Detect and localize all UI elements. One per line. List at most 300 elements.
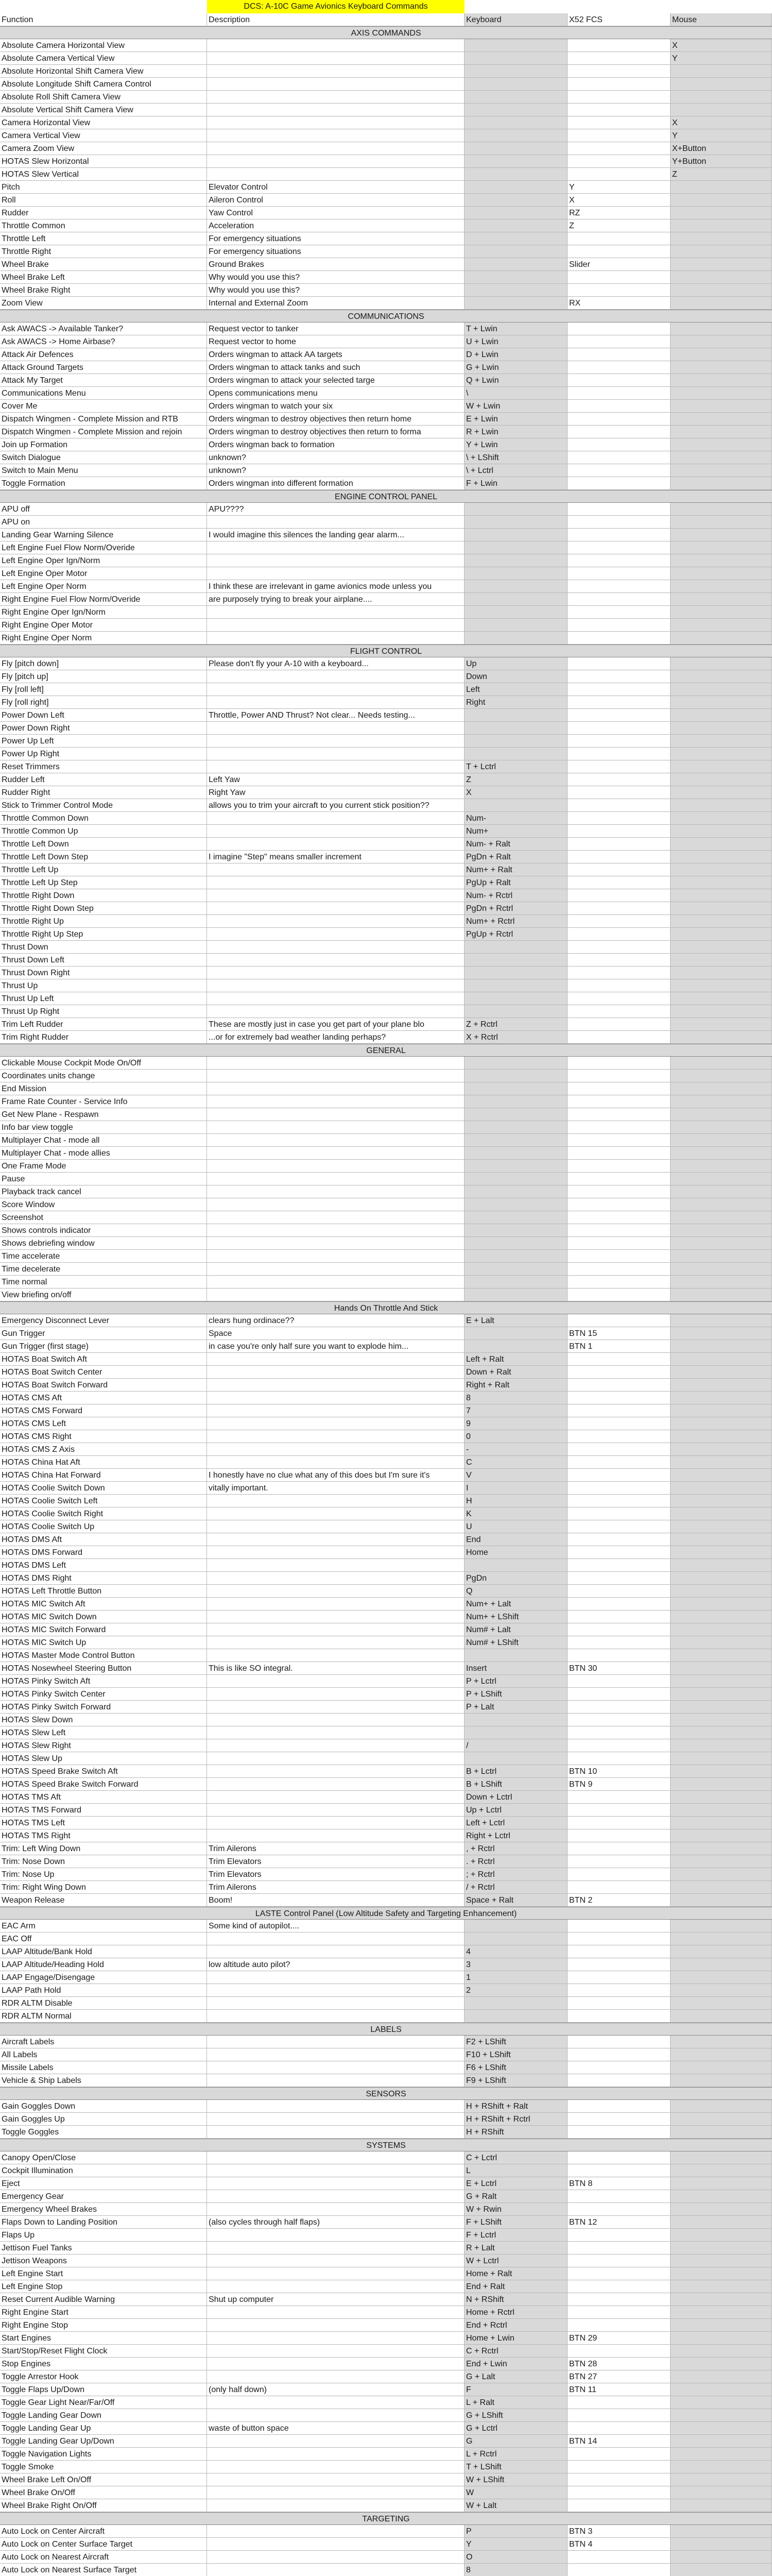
mouse-cell	[671, 838, 772, 851]
description-cell	[207, 2551, 465, 2564]
mouse-cell	[671, 1726, 772, 1739]
keyboard-cell: 1	[465, 1971, 568, 1984]
keyboard-cell: F2 + LShift	[465, 2036, 568, 2048]
description-cell	[207, 2564, 465, 2576]
x52-cell	[568, 812, 671, 825]
table-row	[0, 232, 772, 245]
keyboard-cell: PgUp + Ralt	[465, 876, 568, 889]
function-cell: Power Up Left	[0, 735, 207, 748]
table-row	[0, 1572, 772, 1585]
function-cell: HOTAS China Hat Forward	[0, 1469, 207, 1482]
x52-cell	[568, 773, 671, 786]
mouse-cell	[671, 1688, 772, 1701]
keyboard-cell: PgDn + Rctrl	[465, 902, 568, 915]
mouse-cell	[671, 2061, 772, 2074]
mouse-cell	[671, 1173, 772, 1185]
x52-cell	[568, 129, 671, 142]
table-row	[0, 245, 772, 258]
mouse-cell	[671, 219, 772, 232]
function-cell: Shows debriefing window	[0, 1237, 207, 1250]
mouse-cell	[671, 1237, 772, 1250]
x52-cell	[568, 1057, 671, 1070]
mouse-cell	[671, 2473, 772, 2486]
function-cell: Wheel Brake On/Off	[0, 2486, 207, 2499]
function-cell: HOTAS Pinky Switch Aft	[0, 1675, 207, 1688]
table-row	[0, 1031, 772, 1044]
function-cell: Rudder Right	[0, 786, 207, 799]
x52-cell	[568, 438, 671, 451]
keyboard-cell	[465, 709, 568, 722]
mouse-cell: Y	[671, 129, 772, 142]
keyboard-cell: PgUp + Rctrl	[465, 928, 568, 941]
mouse-cell	[671, 2126, 772, 2139]
x52-cell	[568, 1366, 671, 1379]
table-row	[0, 1289, 772, 1301]
keyboard-cell	[465, 1185, 568, 1198]
x52-cell	[568, 1611, 671, 1623]
keyboard-cell: T + Lctrl	[465, 760, 568, 773]
keyboard-cell: Home + Rctrl	[465, 2306, 568, 2319]
function-cell: Trim: Left Wing Down	[0, 1842, 207, 1855]
table-row	[0, 194, 772, 207]
section-header: AXIS COMMANDS	[0, 26, 772, 39]
keyboard-cell: R + Lalt	[465, 2242, 568, 2255]
keyboard-cell: H + RShift + Ralt	[465, 2100, 568, 2113]
mouse-cell	[671, 1327, 772, 1340]
keyboard-cell: 2	[465, 1984, 568, 1997]
function-cell: HOTAS CMS Z Axis	[0, 1443, 207, 1456]
function-cell: Gun Trigger	[0, 1327, 207, 1340]
mouse-cell	[671, 1714, 772, 1726]
function-cell: Rudder	[0, 207, 207, 219]
keyboard-cell	[465, 1920, 568, 1933]
description-cell: Orders wingman back to formation	[207, 438, 465, 451]
keyboard-cell: H	[465, 1495, 568, 1507]
function-cell: Trim: Right Wing Down	[0, 1881, 207, 1894]
function-cell: Throttle Left Down	[0, 838, 207, 851]
description-cell	[207, 1417, 465, 1430]
function-cell: Throttle Common	[0, 219, 207, 232]
keyboard-cell: End + Rctrl	[465, 2319, 568, 2332]
description-cell	[207, 760, 465, 773]
description-cell	[207, 2126, 465, 2139]
function-cell: Throttle Left Down Step	[0, 851, 207, 863]
keyboard-cell	[465, 580, 568, 593]
function-cell: Pause	[0, 1173, 207, 1185]
function-cell: Gain Goggles Down	[0, 2100, 207, 2113]
mouse-cell: Z	[671, 168, 772, 181]
function-cell: Emergency Gear	[0, 2190, 207, 2203]
table-row	[0, 1958, 772, 1971]
keyboard-cell: B + LShift	[465, 1778, 568, 1791]
table-row	[0, 155, 772, 168]
mouse-cell	[671, 1121, 772, 1134]
function-cell: HOTAS Coolie Switch Right	[0, 1507, 207, 1520]
x52-cell	[568, 1173, 671, 1185]
keyboard-cell	[465, 1649, 568, 1662]
x52-cell: BTN 4	[568, 2538, 671, 2551]
table-row	[0, 1533, 772, 1546]
description-cell	[207, 1366, 465, 1379]
description-cell	[207, 1224, 465, 1237]
description-cell	[207, 1752, 465, 1765]
mouse-cell	[671, 1958, 772, 1971]
mouse-cell	[671, 593, 772, 606]
keyboard-cell: G	[465, 2435, 568, 2448]
description-cell: APU????	[207, 503, 465, 516]
mouse-cell	[671, 1572, 772, 1585]
table-row	[0, 451, 772, 464]
table-row	[0, 2499, 772, 2512]
keyboard-cell	[465, 992, 568, 1005]
mouse-cell	[671, 1276, 772, 1289]
mouse-cell	[671, 1417, 772, 1430]
description-cell	[207, 1739, 465, 1752]
function-cell: Camera Zoom View	[0, 142, 207, 155]
x52-cell	[568, 1675, 671, 1688]
description-cell	[207, 1392, 465, 1404]
function-cell: Thrust Up	[0, 979, 207, 992]
table-row	[0, 1469, 772, 1482]
keyboard-cell: 7	[465, 1404, 568, 1417]
x52-cell	[568, 632, 671, 645]
keyboard-cell: Z	[465, 773, 568, 786]
table-row	[0, 1263, 772, 1276]
function-cell: Left Engine Oper Ign/Norm	[0, 554, 207, 567]
mouse-cell	[671, 1005, 772, 1018]
column-header: X52 FCS	[568, 13, 671, 26]
table-row	[0, 2074, 772, 2087]
function-cell: HOTAS MIC Switch Up	[0, 1636, 207, 1649]
keyboard-cell	[465, 78, 568, 91]
description-cell: Internal and External Zoom	[207, 297, 465, 310]
table-row	[0, 1005, 772, 1018]
keyboard-cell: L + Ralt	[465, 2396, 568, 2409]
x52-cell	[568, 271, 671, 284]
function-cell: Toggle Landing Gear Up	[0, 2422, 207, 2435]
description-cell	[207, 1933, 465, 1945]
description-cell	[207, 812, 465, 825]
description-cell	[207, 1250, 465, 1263]
mouse-cell	[671, 1404, 772, 1417]
x52-cell	[568, 979, 671, 992]
description-cell	[207, 1623, 465, 1636]
description-cell	[207, 902, 465, 915]
mouse-cell	[671, 207, 772, 219]
table-row	[0, 1276, 772, 1289]
keyboard-cell	[465, 1160, 568, 1173]
mouse-cell	[671, 2151, 772, 2164]
description-cell	[207, 928, 465, 941]
table-row	[0, 876, 772, 889]
table-row	[0, 168, 772, 181]
keyboard-cell: Z + Rctrl	[465, 1018, 568, 1031]
description-cell	[207, 696, 465, 709]
keyboard-cell	[465, 1224, 568, 1237]
description-cell: Orders wingman to attack your selected targe	[207, 374, 465, 387]
mouse-cell	[671, 1057, 772, 1070]
function-cell: HOTAS Boat Switch Forward	[0, 1379, 207, 1392]
x52-cell	[568, 786, 671, 799]
table-row	[0, 863, 772, 876]
table-row	[0, 374, 772, 387]
function-cell: Reset Trimmers	[0, 760, 207, 773]
function-cell: HOTAS Slew Right	[0, 1739, 207, 1752]
description-cell	[207, 39, 465, 52]
keyboard-cell	[465, 1147, 568, 1160]
mouse-cell	[671, 1289, 772, 1301]
mouse-cell	[671, 2177, 772, 2190]
description-cell	[207, 2010, 465, 2023]
x52-cell	[568, 760, 671, 773]
keyboard-cell	[465, 1237, 568, 1250]
x52-cell	[568, 1945, 671, 1958]
function-cell: Power Down Right	[0, 722, 207, 735]
function-cell: HOTAS Coolie Switch Up	[0, 1520, 207, 1533]
x52-cell	[568, 2100, 671, 2113]
mouse-cell	[671, 2409, 772, 2422]
function-cell: Thrust Down	[0, 941, 207, 954]
keyboard-cell: / + Rctrl	[465, 1881, 568, 1894]
mouse-cell	[671, 2486, 772, 2499]
x52-cell	[568, 2151, 671, 2164]
keyboard-cell: Right + Ralt	[465, 1379, 568, 1392]
function-cell: Trim Right Rudder	[0, 1031, 207, 1044]
x52-cell	[568, 1623, 671, 1636]
x52-cell	[568, 387, 671, 400]
description-cell: Request vector to home	[207, 335, 465, 348]
description-cell: For emergency situations	[207, 245, 465, 258]
keyboard-cell	[465, 1173, 568, 1185]
mouse-cell	[671, 2100, 772, 2113]
keyboard-cell	[465, 529, 568, 541]
mouse-cell	[671, 1971, 772, 1984]
function-cell: Trim: Nose Up	[0, 1868, 207, 1881]
keyboard-cell: Left + Ralt	[465, 1353, 568, 1366]
description-cell	[207, 2499, 465, 2512]
keyboard-cell: H + RShift + Rctrl	[465, 2113, 568, 2126]
x52-cell	[568, 1739, 671, 1752]
x52-cell	[568, 2473, 671, 2486]
description-cell: Trim Elevators	[207, 1855, 465, 1868]
function-cell: Left Engine Fuel Flow Norm/Overide	[0, 541, 207, 554]
description-cell	[207, 2409, 465, 2422]
table-row	[0, 2551, 772, 2564]
keyboard-cell	[465, 1250, 568, 1263]
function-cell: Rudder Left	[0, 773, 207, 786]
function-cell: Emergency Disconnect Lever	[0, 1314, 207, 1327]
table-row	[0, 1057, 772, 1070]
x52-cell	[568, 1379, 671, 1392]
mouse-cell	[671, 2293, 772, 2306]
x52-cell	[568, 992, 671, 1005]
mouse-cell	[671, 1765, 772, 1778]
mouse-cell	[671, 400, 772, 413]
mouse-cell	[671, 78, 772, 91]
description-cell	[207, 2525, 465, 2538]
section-header: ENGINE CONTROL PANEL	[0, 490, 772, 503]
x52-cell	[568, 1289, 671, 1301]
table-row	[0, 1791, 772, 1804]
x52-cell	[568, 2551, 671, 2564]
x52-cell	[568, 284, 671, 297]
table-row	[0, 2319, 772, 2332]
function-cell: Camera Horizontal View	[0, 116, 207, 129]
mouse-cell	[671, 1778, 772, 1791]
table-row	[0, 2229, 772, 2242]
x52-cell: X	[568, 194, 671, 207]
section-header: GENERAL	[0, 1044, 772, 1057]
keyboard-cell: 4	[465, 1945, 568, 1958]
table-row	[0, 1778, 772, 1791]
x52-cell	[568, 464, 671, 477]
description-cell	[207, 1945, 465, 1958]
function-cell: Auto Lock on Center Aircraft	[0, 2525, 207, 2538]
mouse-cell	[671, 773, 772, 786]
x52-cell: BTN 14	[568, 2435, 671, 2448]
description-cell	[207, 1585, 465, 1598]
keyboard-cell: 3	[465, 1958, 568, 1971]
function-cell: HOTAS Left Throttle Button	[0, 1585, 207, 1598]
description-cell	[207, 2190, 465, 2203]
function-cell: Throttle Right	[0, 245, 207, 258]
table-row	[0, 142, 772, 155]
table-row	[0, 992, 772, 1005]
function-cell: View briefing on/off	[0, 1289, 207, 1301]
table-row	[0, 2267, 772, 2280]
keyboard-cell	[465, 232, 568, 245]
x52-cell	[568, 1881, 671, 1894]
mouse-cell	[671, 2435, 772, 2448]
function-cell: Absolute Horizontal Shift Camera View	[0, 65, 207, 78]
keyboard-cell: G + LShift	[465, 2409, 568, 2422]
description-cell	[207, 838, 465, 851]
keyboard-cell: C	[465, 1456, 568, 1469]
description-cell	[207, 2486, 465, 2499]
description-cell	[207, 967, 465, 979]
mouse-cell	[671, 2396, 772, 2409]
table-row	[0, 2190, 772, 2203]
table-row	[0, 129, 772, 142]
x52-cell	[568, 915, 671, 928]
description-cell	[207, 52, 465, 65]
description-cell	[207, 104, 465, 116]
table-row	[0, 1649, 772, 1662]
function-cell: Toggle Arrestor Hook	[0, 2370, 207, 2383]
table-row	[0, 400, 772, 413]
description-cell: For emergency situations	[207, 232, 465, 245]
x52-cell	[568, 1933, 671, 1945]
table-row	[0, 735, 772, 748]
keyboard-cell: P	[465, 2525, 568, 2538]
description-cell	[207, 116, 465, 129]
description-cell: Why would you use this?	[207, 271, 465, 284]
keyboard-cell: -	[465, 1443, 568, 1456]
keyboard-cell	[465, 284, 568, 297]
keyboard-cell: I	[465, 1482, 568, 1495]
description-cell: Yaw Control	[207, 207, 465, 219]
mouse-cell	[671, 876, 772, 889]
x52-cell: BTN 9	[568, 1778, 671, 1791]
description-cell	[207, 2229, 465, 2242]
keyboard-cell: Home + Ralt	[465, 2267, 568, 2280]
x52-cell	[568, 2113, 671, 2126]
table-row	[0, 91, 772, 104]
keyboard-cell: . + Rctrl	[465, 1855, 568, 1868]
description-cell	[207, 1070, 465, 1082]
table-row	[0, 760, 772, 773]
table-row	[0, 954, 772, 967]
description-cell	[207, 1289, 465, 1301]
x52-cell	[568, 1237, 671, 1250]
x52-cell	[568, 2255, 671, 2267]
function-cell: Toggle Landing Gear Up/Down	[0, 2435, 207, 2448]
table-row	[0, 670, 772, 683]
mouse-cell	[671, 2422, 772, 2435]
keyboard-cell: Num+ + Ralt	[465, 863, 568, 876]
keyboard-cell: W + LShift	[465, 2473, 568, 2486]
table-row	[0, 928, 772, 941]
mouse-cell	[671, 1224, 772, 1237]
x52-cell	[568, 451, 671, 464]
description-cell: Orders wingman to destroy objectives then return to forma	[207, 426, 465, 438]
function-cell: Landing Gear Warning Silence	[0, 529, 207, 541]
keyboard-cell: P + Lctrl	[465, 1675, 568, 1688]
function-cell: HOTAS CMS Left	[0, 1417, 207, 1430]
section-header: SENSORS	[0, 2087, 772, 2100]
table-row	[0, 1817, 772, 1829]
keyboard-cell: P + Lalt	[465, 1701, 568, 1714]
table-row	[0, 1507, 772, 1520]
keyboard-cell: Space + Ralt	[465, 1894, 568, 1907]
function-cell: Gain Goggles Up	[0, 2113, 207, 2126]
x52-cell	[568, 1701, 671, 1714]
keyboard-cell	[465, 1198, 568, 1211]
mouse-cell	[671, 696, 772, 709]
function-cell: Vehicle & Ship Labels	[0, 2074, 207, 2087]
function-cell: LAAP Altitude/Heading Hold	[0, 1958, 207, 1971]
mouse-cell	[671, 387, 772, 400]
keyboard-cell: Right + Lctrl	[465, 1829, 568, 1842]
function-cell: HOTAS Speed Brake Switch Aft	[0, 1765, 207, 1778]
description-cell	[207, 1572, 465, 1585]
description-cell: clears hung ordinace??	[207, 1314, 465, 1327]
table-row	[0, 1726, 772, 1739]
function-cell: Throttle Right Down Step	[0, 902, 207, 915]
x52-cell	[568, 1185, 671, 1198]
mouse-cell	[671, 245, 772, 258]
x52-cell	[568, 541, 671, 554]
mouse-cell	[671, 1920, 772, 1933]
mouse-cell	[671, 2358, 772, 2370]
description-cell	[207, 1701, 465, 1714]
x52-cell	[568, 1211, 671, 1224]
table-row	[0, 1366, 772, 1379]
keyboard-cell: End	[465, 1533, 568, 1546]
table-row	[0, 812, 772, 825]
x52-cell	[568, 323, 671, 335]
description-cell	[207, 1057, 465, 1070]
x52-cell	[568, 1031, 671, 1044]
function-cell: Dispatch Wingmen - Complete Mission and RTB	[0, 413, 207, 426]
description-cell	[207, 1237, 465, 1250]
description-cell	[207, 1095, 465, 1108]
function-cell: LAAP Engage/Disengage	[0, 1971, 207, 1984]
table-row	[0, 2306, 772, 2319]
description-cell	[207, 1147, 465, 1160]
x52-cell	[568, 1108, 671, 1121]
table-row	[0, 2113, 772, 2126]
